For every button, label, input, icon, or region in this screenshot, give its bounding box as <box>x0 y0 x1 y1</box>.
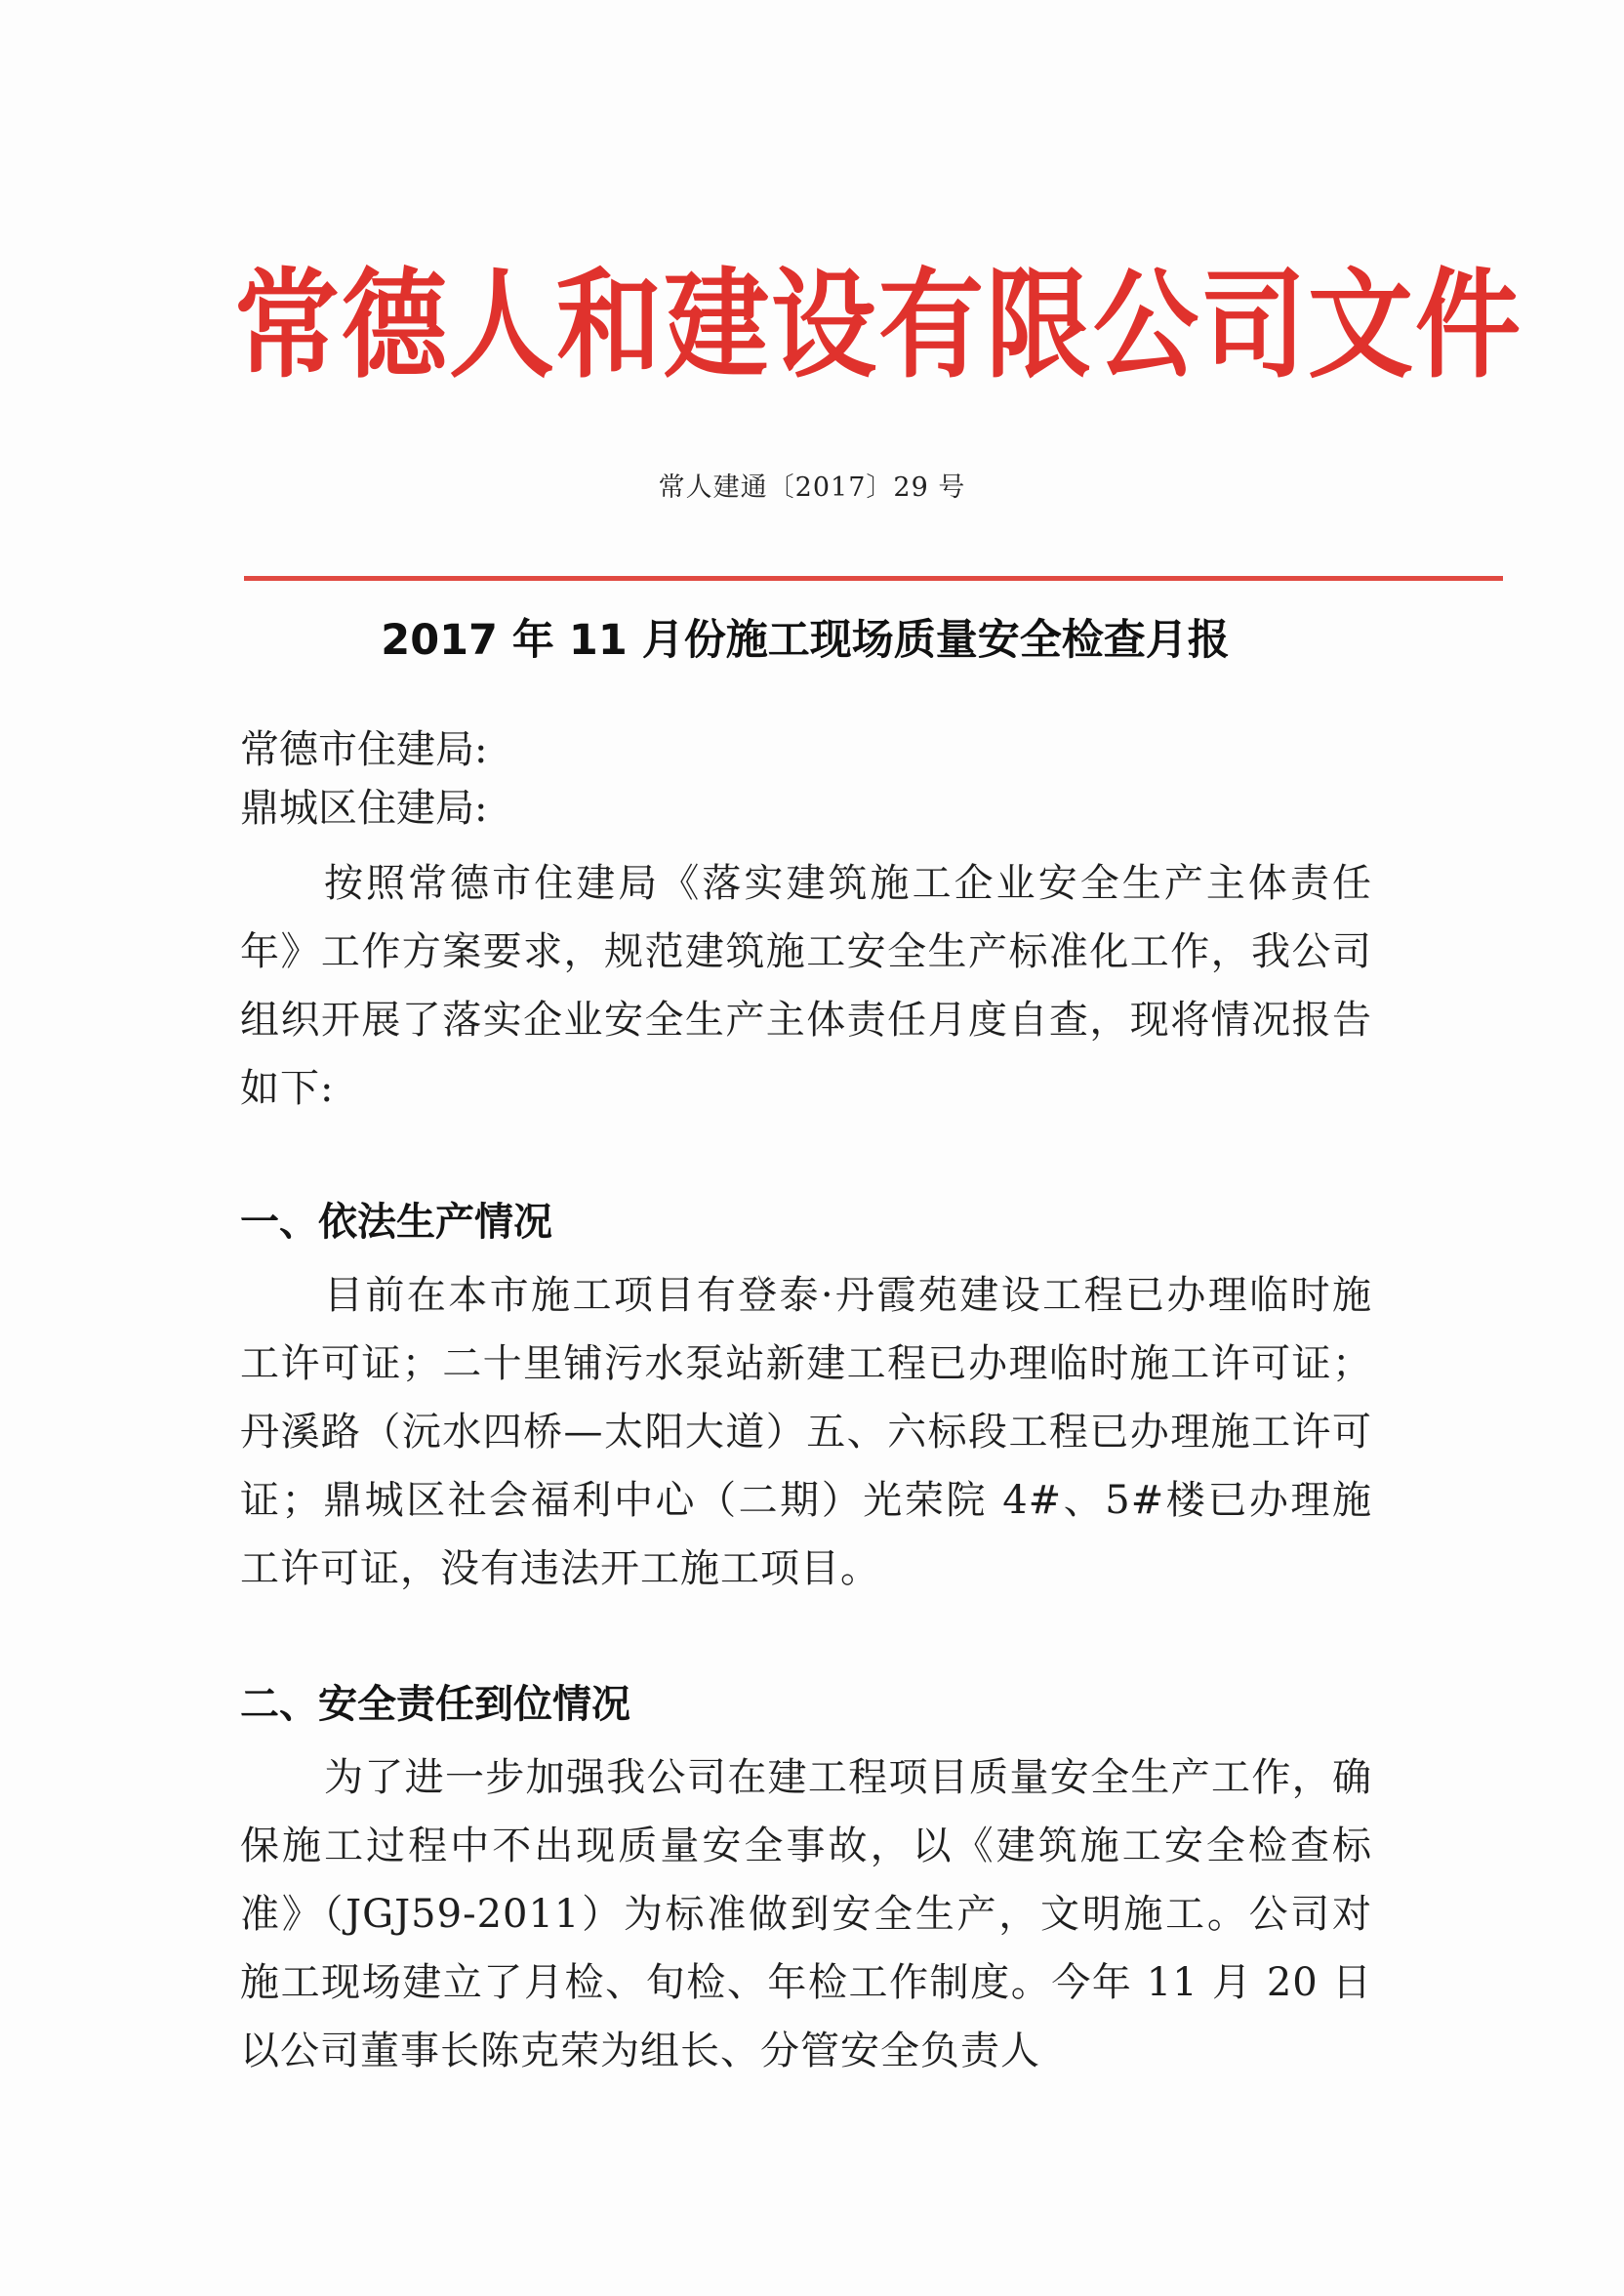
report-title: 2017 年 11 月份施工现场质量安全检查月报 <box>381 616 1230 665</box>
section-heading: 一、依法生产情况 <box>240 1200 552 1245</box>
addressee-block <box>240 720 1372 838</box>
masthead-title: 常德人和建设有限公司文件 <box>234 258 1523 395</box>
addressee-line: 鼎城区住建局: <box>240 786 488 831</box>
section-heading: 二、安全责任到位情况 <box>240 1682 630 1727</box>
document-number: 常人建通〔2017〕29 号 <box>658 472 966 503</box>
intro-paragraph: 按照常德市住建局《落实建筑施工企业安全生产主体责任年》工作方案要求，规范建筑施工安全生产标准化工作，我公司组织开展了落实企业安全生产主体责任月度自查，现将情况报告如下: <box>240 861 1372 1111</box>
addressee-line: 常德市住建局: <box>240 727 488 772</box>
section-paragraph: 目前在本市施工项目有登泰·丹霞苑建设工程已办理临时施工许可证；二十里铺污水泵站新建工程已办理临时施工许可证；丹溪路（沅水四桥—太阳大道）五、六标段工程已办理施工许可证；鼎城区社会福利中心（二期）光荣院 4#、5#楼已办理施工许可证，没有违法开工施工项目。 <box>240 1273 1372 1591</box>
red-divider-line <box>244 576 1503 581</box>
section-paragraph: 为了进一步加强我公司在建工程项目质量安全生产工作，确保施工过程中不出现质量安全事故，以《建筑施工安全检查标准》（JGJ59-2011）为标准做到安全生产，文明施工。公司对施工现场建立了月检、旬检、年检工作制度。今年 11 月 20 日以公司董事长陈克荣为组长、分管安全负责人 <box>240 1755 1372 2073</box>
